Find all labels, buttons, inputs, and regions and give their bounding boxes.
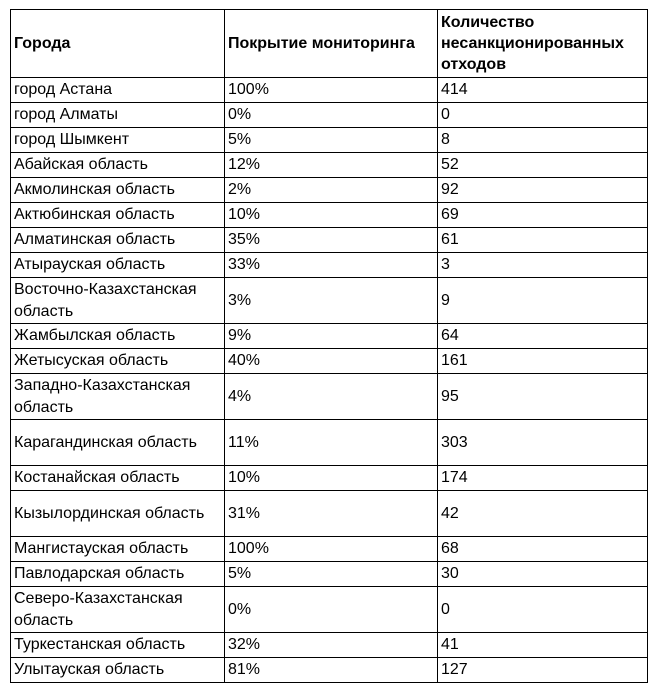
cell-region: Жамбылская область	[11, 324, 225, 349]
cell-waste-count: 30	[438, 562, 648, 587]
cell-region: Западно-Казахстанская область	[11, 374, 225, 420]
cell-region: город Астана	[11, 78, 225, 103]
cell-region: Актюбинская область	[11, 203, 225, 228]
table-row	[11, 203, 648, 228]
waste-monitoring-table	[10, 9, 648, 683]
cell-waste-count: 0	[438, 103, 648, 128]
table-row	[11, 537, 648, 562]
table-row	[11, 253, 648, 278]
cell-region: Мангистауская область	[11, 537, 225, 562]
cell-coverage: 40%	[225, 349, 438, 374]
table-row	[11, 466, 648, 491]
cell-coverage: 12%	[225, 153, 438, 178]
cell-waste-count: 161	[438, 349, 648, 374]
table-row	[11, 562, 648, 587]
table-row	[11, 491, 648, 537]
cell-waste-count: 9	[438, 278, 648, 324]
cell-region: Костанайская область	[11, 466, 225, 491]
table-row	[11, 658, 648, 683]
cell-waste-count: 8	[438, 128, 648, 153]
cell-coverage: 32%	[225, 633, 438, 658]
table-row	[11, 587, 648, 633]
table-row	[11, 78, 648, 103]
table-row	[11, 103, 648, 128]
cell-coverage: 10%	[225, 466, 438, 491]
cell-region: Акмолинская область	[11, 178, 225, 203]
cell-region: Жетысуская область	[11, 349, 225, 374]
cell-coverage: 33%	[225, 253, 438, 278]
cell-coverage: 9%	[225, 324, 438, 349]
cell-coverage: 2%	[225, 178, 438, 203]
table-row	[11, 633, 648, 658]
cell-coverage: 31%	[225, 491, 438, 537]
cell-region: Восточно-Казахстанская область	[11, 278, 225, 324]
cell-waste-count: 303	[438, 420, 648, 466]
table-row	[11, 178, 648, 203]
cell-region: Павлодарская область	[11, 562, 225, 587]
column-header-unauthorized-waste-count: Количество несанкционированных отходов	[438, 10, 648, 78]
cell-coverage: 4%	[225, 374, 438, 420]
cell-region: Атырауская область	[11, 253, 225, 278]
cell-coverage: 35%	[225, 228, 438, 253]
cell-coverage: 100%	[225, 78, 438, 103]
column-header-monitoring-coverage: Покрытие мониторинга	[225, 10, 438, 78]
table-row	[11, 278, 648, 324]
cell-waste-count: 3	[438, 253, 648, 278]
cell-region: город Алматы	[11, 103, 225, 128]
cell-waste-count: 414	[438, 78, 648, 103]
table-row	[11, 349, 648, 374]
table-row	[11, 324, 648, 349]
table-row	[11, 128, 648, 153]
cell-waste-count: 69	[438, 203, 648, 228]
cell-coverage: 100%	[225, 537, 438, 562]
cell-coverage: 0%	[225, 587, 438, 633]
cell-region: Северо-Казахстанская область	[11, 587, 225, 633]
table-row	[11, 153, 648, 178]
cell-coverage: 0%	[225, 103, 438, 128]
cell-waste-count: 95	[438, 374, 648, 420]
cell-region: город Шымкент	[11, 128, 225, 153]
table-row	[11, 374, 648, 420]
cell-waste-count: 64	[438, 324, 648, 349]
cell-waste-count: 0	[438, 587, 648, 633]
cell-waste-count: 52	[438, 153, 648, 178]
cell-waste-count: 41	[438, 633, 648, 658]
cell-coverage: 5%	[225, 128, 438, 153]
cell-region: Кызылординская область	[11, 491, 225, 537]
cell-coverage: 3%	[225, 278, 438, 324]
table-header-row	[11, 10, 648, 78]
cell-coverage: 10%	[225, 203, 438, 228]
cell-waste-count: 127	[438, 658, 648, 683]
table-row	[11, 420, 648, 466]
cell-region: Абайская область	[11, 153, 225, 178]
cell-region: Карагандинская область	[11, 420, 225, 466]
cell-coverage: 81%	[225, 658, 438, 683]
cell-region: Алматинская область	[11, 228, 225, 253]
cell-coverage: 11%	[225, 420, 438, 466]
cell-waste-count: 174	[438, 466, 648, 491]
cell-region: Туркестанская область	[11, 633, 225, 658]
cell-waste-count: 68	[438, 537, 648, 562]
cell-coverage: 5%	[225, 562, 438, 587]
cell-region: Улытауская область	[11, 658, 225, 683]
cell-waste-count: 92	[438, 178, 648, 203]
cell-waste-count: 42	[438, 491, 648, 537]
table-row	[11, 228, 648, 253]
cell-waste-count: 61	[438, 228, 648, 253]
column-header-cities: Города	[11, 10, 225, 78]
